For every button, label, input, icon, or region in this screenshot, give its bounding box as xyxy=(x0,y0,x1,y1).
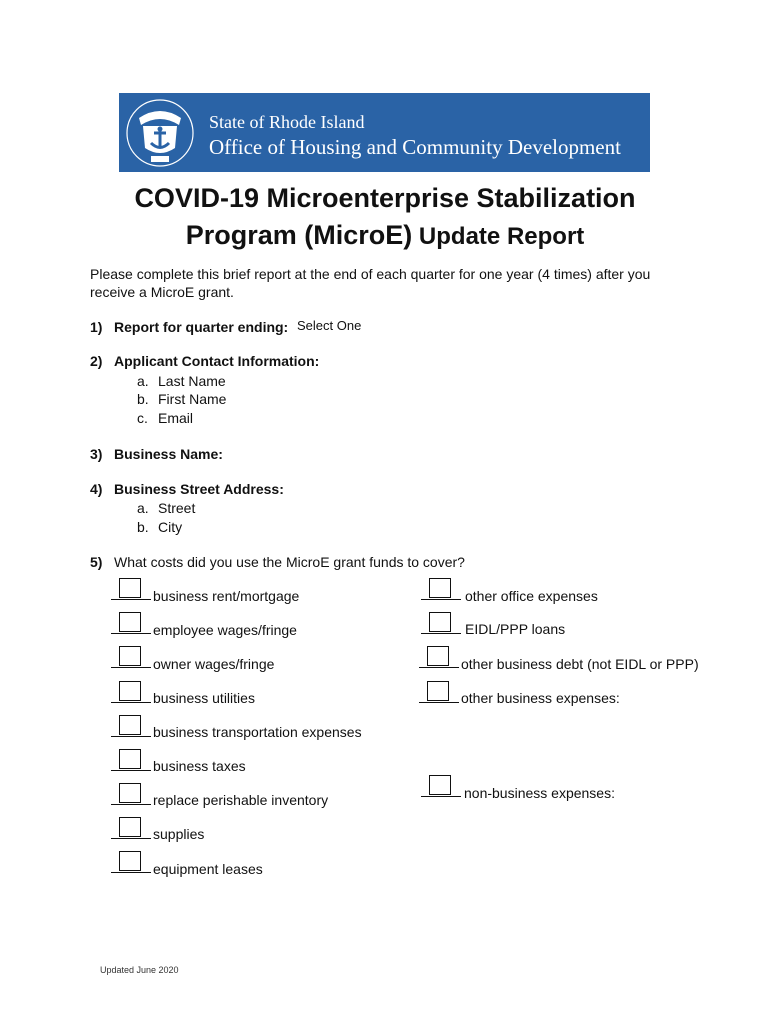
header-banner xyxy=(119,93,650,172)
checkbox-transportation[interactable] xyxy=(111,715,151,737)
checkbox-owner-wages[interactable] xyxy=(111,646,151,668)
q1-number: 1) xyxy=(90,319,103,335)
intro-line1: Please complete this brief report at the end of each quarter for one year (4 times) after you xyxy=(90,266,651,282)
banner-office-name: Office of Housing and Community Development xyxy=(209,135,621,159)
city-field[interactable]: City xyxy=(158,519,183,535)
q4-number: 4) xyxy=(90,481,103,497)
checkbox-non-business-expenses[interactable] xyxy=(421,775,461,797)
q2-marker-c: c. xyxy=(137,410,148,426)
q4-label: Business Street Address: xyxy=(114,481,284,497)
option-label: EIDL/PPP loans xyxy=(465,621,566,637)
checkbox-other-business-expenses[interactable] xyxy=(419,681,459,703)
title-update-report: Update Report xyxy=(412,223,585,250)
q2-marker-b: b. xyxy=(137,391,149,407)
checkbox-business-rent[interactable] xyxy=(111,578,151,600)
q5-label: What costs did you use the MicroE grant funds to cover? xyxy=(114,554,465,570)
q1-label: Report for quarter ending: xyxy=(114,319,289,335)
state-seal-icon xyxy=(125,98,195,168)
q4-marker-b: b. xyxy=(137,519,149,535)
checkbox-employee-wages[interactable] xyxy=(111,612,151,634)
checkbox-business-taxes[interactable] xyxy=(111,749,151,771)
title-program: Program (MicroE) xyxy=(185,220,413,250)
banner-state-name: State of Rhode Island xyxy=(209,112,365,132)
option-label: replace perishable inventory xyxy=(153,792,329,808)
option-label: supplies xyxy=(153,826,205,842)
q4-marker-a: a. xyxy=(137,500,149,516)
checkbox-supplies[interactable] xyxy=(111,817,151,839)
option-label: business taxes xyxy=(153,758,246,774)
option-label: business rent/mortgage xyxy=(153,588,300,604)
q5-number: 5) xyxy=(90,554,103,570)
first-name-field[interactable]: First Name xyxy=(158,391,227,407)
option-label: equipment leases xyxy=(153,861,263,877)
checkbox-business-utilities[interactable] xyxy=(111,681,151,703)
option-label: business utilities xyxy=(153,690,255,706)
checkbox-other-debt[interactable] xyxy=(419,646,459,668)
email-field[interactable]: Email xyxy=(158,410,194,426)
option-label: other office expenses xyxy=(465,588,598,604)
q2-label: Applicant Contact Information: xyxy=(114,353,320,369)
checkbox-office-expenses[interactable] xyxy=(421,578,461,600)
option-label: other business expenses: xyxy=(461,690,620,706)
quarter-ending-select[interactable]: Select One xyxy=(297,318,362,333)
last-name-field[interactable]: Last Name xyxy=(158,373,226,389)
option-label: employee wages/fringe xyxy=(153,622,297,638)
checkbox-perishable-inventory[interactable] xyxy=(111,783,151,805)
checkbox-equipment-leases[interactable] xyxy=(111,851,151,873)
page-title-line2 xyxy=(0,220,770,251)
footer-updated: Updated June 2020 xyxy=(100,965,179,975)
q3-label: Business Name: xyxy=(114,446,223,462)
intro-line2: receive a MicroE grant. xyxy=(90,284,234,300)
option-label: other business debt (not EIDL or PPP) xyxy=(461,656,699,672)
option-label: owner wages/fringe xyxy=(153,656,275,672)
q3-number: 3) xyxy=(90,446,103,462)
checkbox-eidl-ppp[interactable] xyxy=(421,612,461,634)
page-title-line1: COVID-19 Microenterprise Stabilization xyxy=(134,183,636,213)
q2-number: 2) xyxy=(90,353,103,369)
street-field[interactable]: Street xyxy=(158,500,196,516)
option-label: business transportation expenses xyxy=(153,724,362,740)
option-label: non-business expenses: xyxy=(464,785,615,801)
q2-marker-a: a. xyxy=(137,373,149,389)
